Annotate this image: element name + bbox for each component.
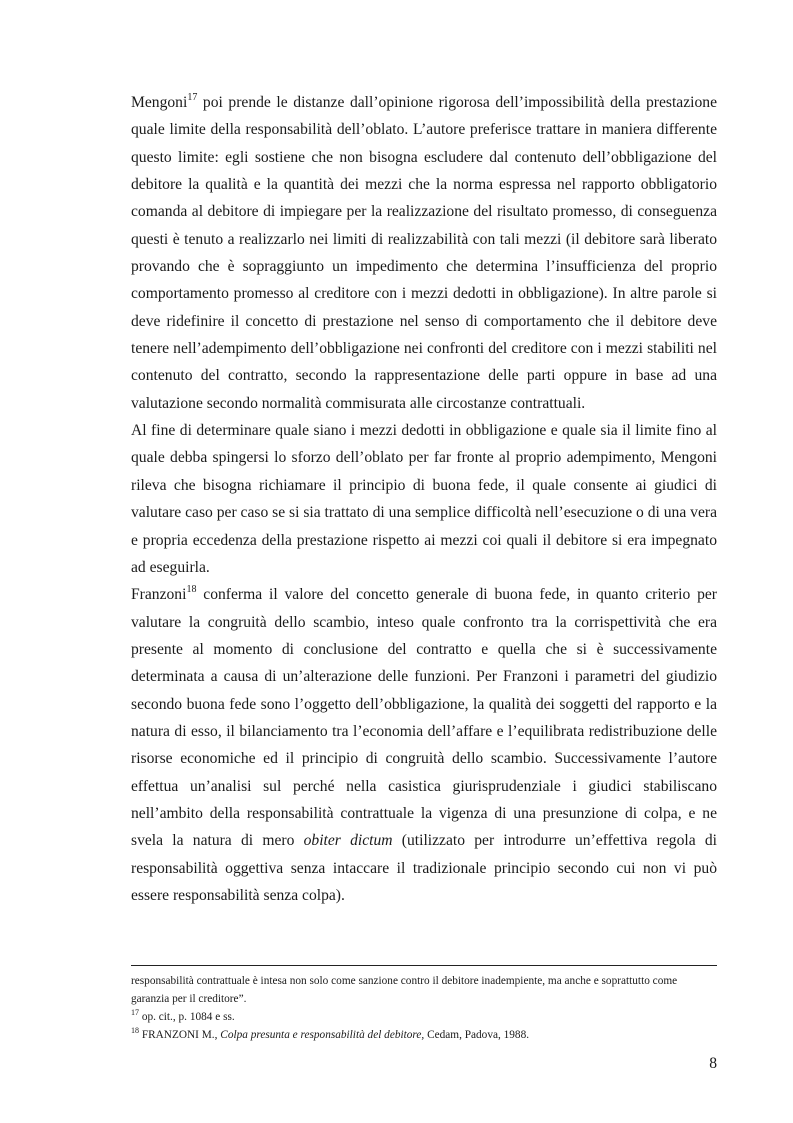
- paragraph-text: conferma il valore del concetto generale di buona fede, in quanto criterio per valutare la congruità dello scambio, inteso quale confronto tra la corrispettività che era presente al momento di conclusione del contratto e quella che si è successivamente determinata a causa di un’alterazione delle funzioni. Per Franzoni i parametri del giudizio secondo buona fede sono l’oggetto dell’obbligazione, la qualità dei soggetti del rapporto e la natura di esso, il bilanciamento tra l’economia dell’affare e l’equilibrata redistribuzione delle risorse economiche ed il principio di congruità dello scambio. Successivamente l’autore effettua un’analisi sul perché nella casistica giurisprudenziale i giudici stabiliscano nell’ambito della responsabilità contrattuale la vigenza di una presunzione di colpa, e ne svela la natura di mero: [131, 586, 717, 850]
- body-text: [131, 89, 717, 909]
- footnote-number: 17: [131, 1008, 139, 1018]
- footnote-continuation: responsabilità contrattuale è intesa non solo come sanzione contro il debitore inadempiente, ma anche e soprattutto come garanzia per il creditore”.: [131, 975, 678, 1005]
- paragraph-text: poi prende le distanze dall’opinione rigorosa dell’impossibilità della prestazione quale limite della responsabilità dell’oblato. L’autore preferisce trattare in maniera differente questo limite: egli sostiene che non bisogna escludere dal contenuto dell’obbligazione del debitore la qualità e la quantità dei mezzi che la norma espressa nel rapporto obbligatorio comanda al debitore di impiegare per la realizzazione del risultato promesso, di conseguenza questi è tenuto a realizzarlo nei limiti di realizzabilità con tali mezzi (il debitore sarà liberato provando che è sopraggiunto un impedimento che determina l’insufficienza del proprio comportamento promesso al creditore con i mezzi dedotti in obbligazione). In altre parole si deve ridefinire il concetto di prestazione nel senso di comportamento che il debitore deve tenere nell’adempimento dell’obbligazione nei confronti del creditore con i mezzi stabiliti nel contenuto del contratto, secondo la rappresentazione delle parti oppure in base ad una valutazione secondo normalità commisurata alle circostanze contrattuali.: [131, 94, 717, 412]
- paragraph-text: (utilizzato per introdurre un’effettiva regola di responsabilità oggettiva senza intaccare il tradizionale principio secondo cui non vi può essere responsabilità senza colpa).: [131, 832, 718, 904]
- italic-term: obiter dictum: [303, 832, 393, 850]
- footnote-17: [131, 1008, 717, 1026]
- footnote-number: 18: [131, 1026, 139, 1036]
- footnote-text: Cedam, Padova, 1988.: [424, 1029, 530, 1041]
- footnote-author: FRANZONI M.,: [139, 1029, 221, 1041]
- footnote-divider: [131, 965, 717, 966]
- author-franzoni: Franzoni: [131, 586, 187, 604]
- paragraph-mengoni: [131, 89, 717, 417]
- footnote-18: [131, 1026, 717, 1044]
- footnotes: [131, 972, 717, 1044]
- paragraph-franzoni: [131, 581, 717, 909]
- paragraph-buona-fede: [131, 417, 717, 581]
- footnote-title: Colpa presunta e responsabilità del debitore,: [220, 1029, 425, 1041]
- paragraph-text: Al fine di determinare quale siano i mezzi dedotti in obbligazione e quale sia il limite fino al quale debba spingersi lo sforzo dell’oblato per far fronte al proprio adempimento, Mengoni rileva che bisogna richiamare il principio di buona fede, il quale consente ai giudici di valutare caso per caso se si sia trattato di una semplice difficoltà nell’esecuzione o di una vera e propria eccedenza della prestazione rispetto ai mezzi coi quali il debitore si era impegnato ad eseguirla.: [131, 422, 717, 576]
- footnote-text: op. cit., p. 1084 e ss.: [139, 1011, 235, 1023]
- footnote-ref-18[interactable]: 18: [186, 584, 197, 595]
- footnote-ref-17[interactable]: 17: [187, 91, 198, 103]
- author-mengoni: Mengoni: [131, 94, 188, 111]
- page-number: 8: [709, 1055, 717, 1072]
